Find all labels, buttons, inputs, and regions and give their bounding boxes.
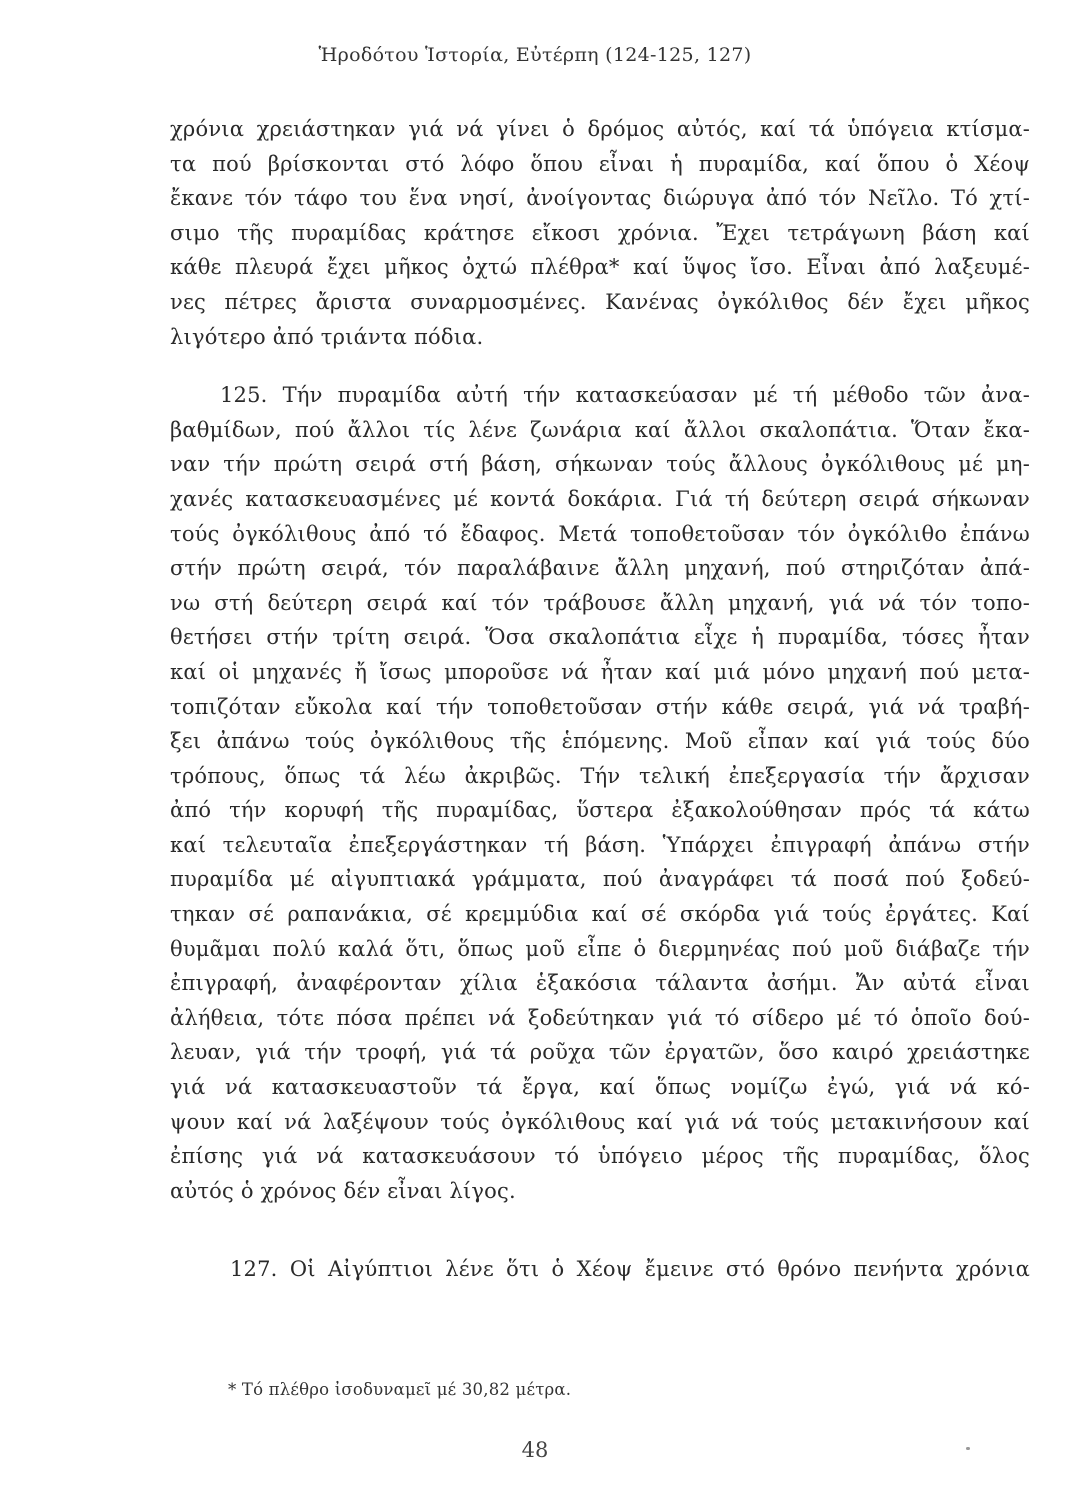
text-line: καί τελευταῖα ἐπεξεργάστηκαν τή βάση. Ὑπάρχει ἐπιγραφή ἀπάνω στήν [170, 832, 1030, 857]
text-line: σιμο τῆς πυραμίδας κράτησε εἴκοσι χρόνια. Ἔχει τετράγωνη βάση καί [170, 220, 1030, 245]
text-line: ναν τήν πρώτη σειρά στή βάση, σήκωναν τούς ἄλλους ὀγκόλιθους μέ μη- [170, 452, 1030, 477]
paragraph-gap [170, 1208, 1030, 1252]
section-125-first-line: 125. Τήν πυραμίδα αὐτή τήν κατασκεύασαν μέ τή μέθοδο τῶν ἀνα- [220, 383, 1030, 408]
text-line: ἀπό τήν κορυφή τῆς πυραμίδας, ὕστερα ἐξακολούθησαν πρός τά κάτω [170, 798, 1030, 823]
text-line: τηκαν σέ ραπανάκια, σέ κρεμμύδια καί σέ σκόρδα γιά τούς ἐργάτες. Καί [170, 902, 1030, 927]
text-line: ἐπιγραφή, ἀναφέρονταν χίλια ἑξακόσια τάλαντα ἀσήμι. Ἄν αὐτά εἶναι [170, 971, 1030, 996]
text-line: γιά νά κατασκευαστοῦν τά ἔργα, καί ὅπως νομίζω ἐγώ, γιά νά κό- [170, 1075, 1030, 1100]
text-line: ἐπίσης γιά νά κατασκευάσουν τό ὑπόγειο μέρος τῆς πυραμίδας, ὅλος [170, 1144, 1030, 1169]
text-line: χρόνια χρειάστηκαν γιά νά γίνει ὁ δρόμος αὐτός, καί τά ὑπόγεια κτίσμα- [170, 117, 1030, 141]
page-number: 48 [521, 1438, 549, 1462]
section-127-first-line: 127. Οἱ Αἰγύπτιοι λένε ὅτι ὁ Χέοψ ἔμεινε στό θρόνο πενήντα χρόνια [230, 1257, 1030, 1282]
footnote: * Τό πλέθρο ἰσοδυναμεῖ μέ 30,82 μέτρα. [228, 1380, 572, 1399]
text-line: ἔκανε τόν τάφο του ἕνα νησί, ἀνοίγοντας διώρυγα ἀπό τόν Νεῖλο. Τό χτί- [170, 186, 1030, 211]
text-line: κάθε πλευρά ἔχει μῆκος ὀχτώ πλέθρα* καί ὕψος ἴσο. Εἶναι ἀπό λαξευμέ- [170, 255, 1030, 280]
text-line: τα πού βρίσκονται στό λόφο ὅπου εἶναι ἡ πυραμίδα, καί ὅπου ὁ Χέοψ [170, 151, 1030, 176]
text-line: καί οἱ μηχανές ἤ ἴσως μποροῦσε νά ἦταν καί μιά μόνο μηχανή πού μετα- [170, 659, 1030, 684]
text-line: ἀλήθεια, τότε πόσα πρέπει νά ξοδεύτηκαν γιά τό σίδερο μέ τό ὁποῖο δού- [170, 1005, 1030, 1030]
text-line: βαθμίδων, πού ἄλλοι τίς λένε ζωνάρια καί ἄλλοι σκαλοπάτια. Ὅταν ἔκα- [170, 417, 1030, 442]
text-line: τούς ὀγκόλιθους ἀπό τό ἔδαφος. Μετά τοποθετοῦσαν τόν ὀγκόλιθο ἐπάνω [170, 521, 1030, 546]
text-line: χανές κατασκευασμένες μέ κοντά δοκάρια. Γιά τή δεύτερη σειρά σήκωναν [170, 486, 1030, 511]
text-line: ψουν καί νά λαξέψουν τούς ὀγκόλιθους καί γιά νά τούς μετακινήσουν καί [170, 1109, 1030, 1134]
text-line: θυμᾶμαι πολύ καλά ὅτι, ὅπως μοῦ εἶπε ὁ διερμηνέας πού μοῦ διάβαζε τήν [170, 936, 1030, 961]
text-line: αὐτός ὁ χρόνος δέν εἶναι λίγος. [170, 1178, 516, 1203]
text-line: στήν πρώτη σειρά, τόν παραλάβαινε ἄλλη μηχανή, πού στηριζόταν ἀπά- [170, 556, 1030, 581]
text-line: λιγότερο ἀπό τριάντα πόδια. [170, 324, 484, 349]
text-line: τρόπους, ὅπως τά λέω ἀκριβῶς. Τήν τελική ἐπεξεργασία τήν ἄρχισαν [170, 763, 1030, 788]
body-text [170, 112, 1030, 1287]
text-line: ξει ἀπάνω τούς ὀγκόλιθους τῆς ἑπόμενης. Μοῦ εἶπαν καί γιά τούς δύο [170, 729, 1030, 754]
text-line: τοπιζόταν εὔκολα καί τήν τοποθετοῦσαν στήν κάθε σειρά, γιά νά τραβή- [170, 694, 1030, 719]
text-line: πυραμίδα μέ αἰγυπτιακά γράμματα, πού ἀναγράφει τά ποσά πού ξοδεύ- [170, 867, 1030, 892]
text-line: νω στή δεύτερη σειρά καί τόν τράβουσε ἄλλη μηχανή, γιά νά τόν τοπο- [170, 590, 1030, 615]
text-line: νες πέτρες ἄριστα συναρμοσμένες. Κανένας ὀγκόλιθος δέν ἔχει μῆκος [170, 289, 1030, 314]
running-head: Ἡροδότου Ἱστορία, Εὐτέρπη (124-125, 127) [318, 44, 752, 66]
text-line: θετήσει στήν τρίτη σειρά. Ὅσα σκαλοπάτια εἶχε ἡ πυραμίδα, τόσες ἦταν [170, 625, 1030, 650]
paragraph-gap [170, 354, 1030, 378]
paper-speck [966, 1447, 970, 1450]
text-line: λευαν, γιά τήν τροφή, γιά τά ροῦχα τῶν ἐργατῶν, ὅσο καιρό χρειάστηκε [170, 1040, 1030, 1065]
